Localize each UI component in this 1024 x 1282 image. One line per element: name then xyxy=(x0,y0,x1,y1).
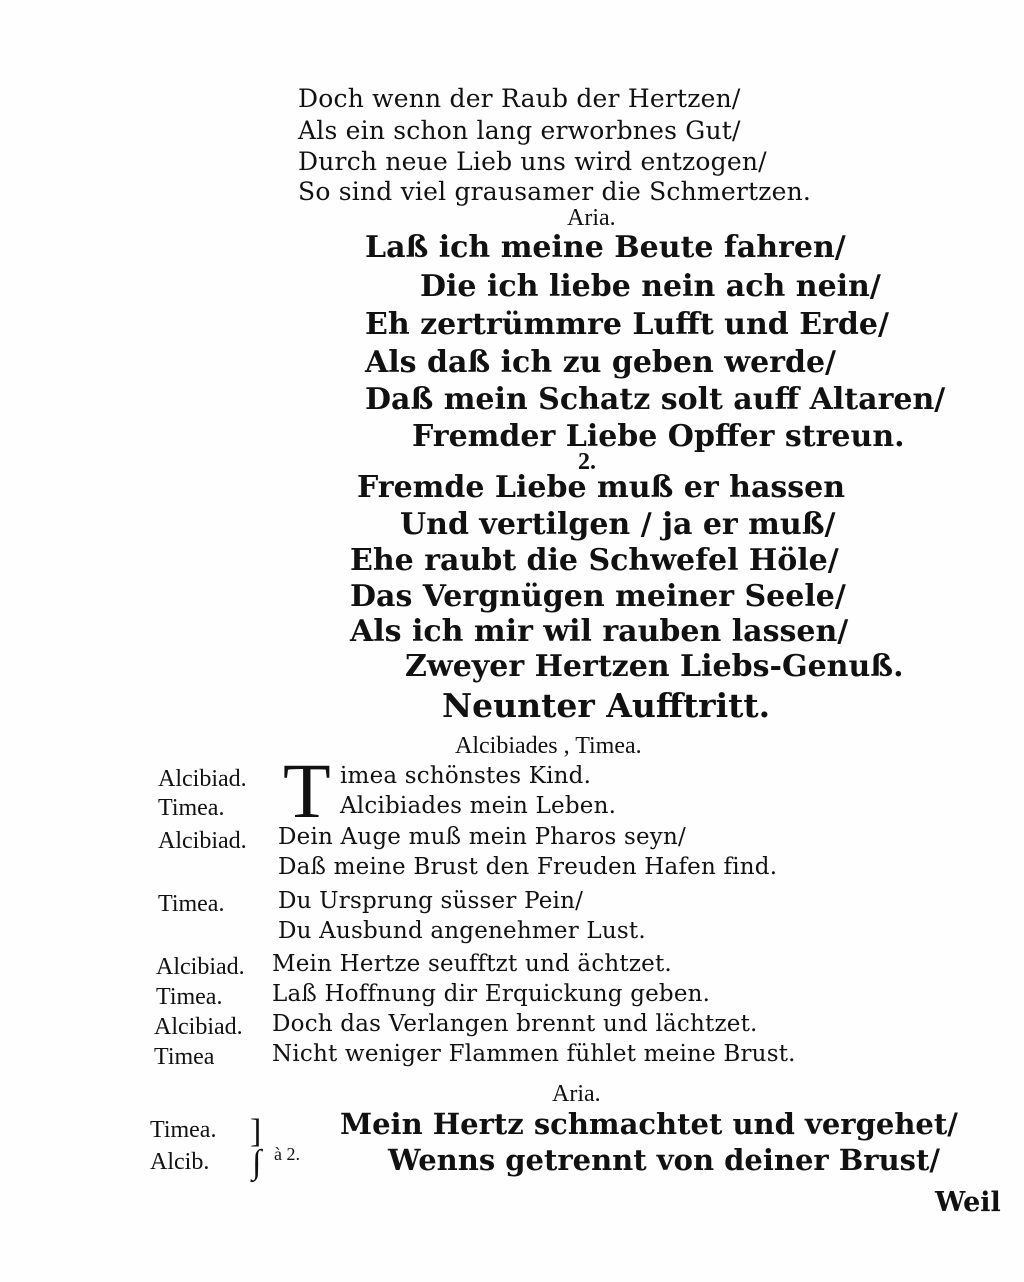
aria-heading: Aria. xyxy=(567,205,616,231)
stanza-line: Und vertilgen / ja er muß/ xyxy=(400,507,836,542)
dialogue-line: Alcibiades mein Leben. xyxy=(340,793,617,819)
speaker-label: Alcibiad. xyxy=(158,828,247,854)
verse-line: Doch wenn der Raub der Hertzen/ xyxy=(298,84,741,113)
stanza-line: Als ich mir wil rauben lassen/ xyxy=(350,614,849,649)
dialogue-line: Mein Hertze seufftzt und ächtzet. xyxy=(272,951,672,977)
duet-marker: à 2. xyxy=(274,1144,300,1164)
verse-line: Durch neue Lieb uns wird entzogen/ xyxy=(298,147,767,176)
scene-title: Neunter Aufftritt. xyxy=(442,686,771,725)
aria-line: Mein Hertz schmachtet und vergehet/ xyxy=(340,1107,958,1141)
scene-characters: Alcibiades , Timea. xyxy=(455,733,642,759)
dialogue-line: Laß Hoffnung dir Erquickung geben. xyxy=(272,981,711,1007)
dialogue-line: Nicht weniger Flammen fühlet meine Brust. xyxy=(272,1041,796,1067)
stanza-line: Fremde Liebe muß er hassen xyxy=(357,470,846,505)
speaker-label: Timea. xyxy=(156,984,223,1010)
stanza-number: 2. xyxy=(578,449,596,475)
verse-line: Als ein schon lang erworbnes Gut/ xyxy=(298,116,741,145)
speaker-label: Alcibiad. xyxy=(158,766,247,792)
brace-bottom: ∫ xyxy=(252,1144,262,1181)
stanza-line: Das Vergnügen meiner Seele/ xyxy=(350,579,846,614)
dialogue-line: Du Ursprung süsser Pein/ xyxy=(278,888,584,914)
dialogue-line: Du Ausbund angenehmer Lust. xyxy=(278,918,646,944)
catchword: Weil xyxy=(935,1187,1001,1218)
stanza-line: Ehe raubt die Schwefel Höle/ xyxy=(350,543,839,578)
drop-cap: T xyxy=(283,747,331,834)
aria-heading: Aria. xyxy=(552,1081,601,1107)
aria-line: Fremder Liebe Opffer streun. xyxy=(412,419,905,454)
verse-line: So sind viel grausamer die Schmertzen. xyxy=(298,177,812,206)
speaker-label: Alcibiad. xyxy=(154,1014,243,1040)
stanza-line: Zweyer Hertzen Liebs-Genuß. xyxy=(405,649,904,684)
aria-line: Daß mein Schatz solt auff Altaren/ xyxy=(365,382,946,417)
aria-line: Die ich liebe nein ach nein/ xyxy=(420,269,881,304)
brace-top: ] xyxy=(250,1113,262,1150)
speaker-label: Timea. xyxy=(158,795,225,821)
aria-line: Eh zertrümmre Lufft und Erde/ xyxy=(365,307,889,342)
speaker-label: Alcib. xyxy=(150,1149,210,1175)
speaker-label: Timea xyxy=(154,1044,215,1070)
aria-line: Laß ich meine Beute fahren/ xyxy=(365,230,846,265)
aria-line: Wenns getrennt von deiner Brust/ xyxy=(388,1143,940,1177)
speaker-label: Timea. xyxy=(158,891,225,917)
dialogue-line: Doch das Verlangen brennt und lächtzet. xyxy=(272,1011,758,1037)
dialogue-line: Dein Auge muß mein Pharos seyn/ xyxy=(278,824,686,850)
dialogue-line: Daß meine Brust den Freuden Hafen find. xyxy=(278,854,778,880)
aria-line: Als daß ich zu geben werde/ xyxy=(365,345,836,380)
dialogue-line: imea schönstes Kind. xyxy=(340,763,592,789)
speaker-label: Timea. xyxy=(150,1117,217,1143)
speaker-label: Alcibiad. xyxy=(156,954,245,980)
